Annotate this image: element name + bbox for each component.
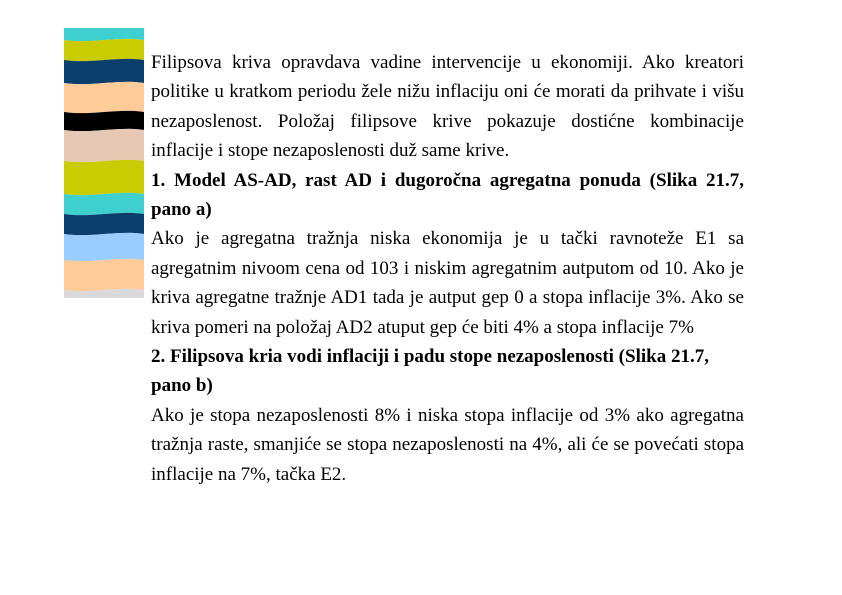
stripe-peach-2 xyxy=(64,259,144,291)
stripe-navy-2 xyxy=(64,213,144,235)
section-paragraph-1: Ako je agregatna tražnja niska ekonomija je u tački ravnoteže E1 sa agregatnim nivoom cena od 103 i niskim agregatnim autputom od 10. Ako je kriva agregatne tražnje AD1 tada je autput gep 0 a stopa inflacije 3%. Ako se kriva pomeri na položaj AD2 atuput gep će biti 4% a stopa inflacije 7% xyxy=(151,228,744,338)
section-paragraph-2: Ako je stopa nezaposlenosti 8% i niska stopa inflacije od 3% ako agregatna tražnja raste, smanjiće se stopa nezaposlenosti na 4%, ali će se povećati stopa inflacije na 7%, tačka E2. xyxy=(151,404,744,485)
stripes-graphic xyxy=(64,28,144,298)
stripe-olive-1 xyxy=(64,39,144,61)
decorative-wavy-stripes xyxy=(64,28,144,298)
intro-paragraph: Filipsova kriva opravdava vadine intervencije u ekonomiji. Ako kreatori politike u kratkom periodu žele nižu inflaciju oni će morati da prihvate i višu nezaposlenost. Položaj filipsove krive pokazuje dostićne kombinacije inflacije i stope nezaposlenosti duž same krive. xyxy=(151,52,744,162)
document-body xyxy=(151,48,744,489)
stripe-black xyxy=(64,111,144,131)
stripe-peach-1 xyxy=(64,82,144,113)
stripe-tan xyxy=(64,129,144,162)
stripe-lightblue xyxy=(64,233,144,261)
stripe-cyan-2 xyxy=(64,193,144,215)
section-heading-1: 1. Model AS-AD, rast AD i dugoročna agregatna ponuda (Slika 21.7, pano a) xyxy=(151,169,744,221)
stripe-olive-2 xyxy=(64,160,144,195)
section-heading-2: 2. Filipsova kria vodi inflaciji i padu stope nezaposlenosti (Slika 21.7, pano b) xyxy=(151,346,709,397)
stripe-navy-1 xyxy=(64,59,144,84)
